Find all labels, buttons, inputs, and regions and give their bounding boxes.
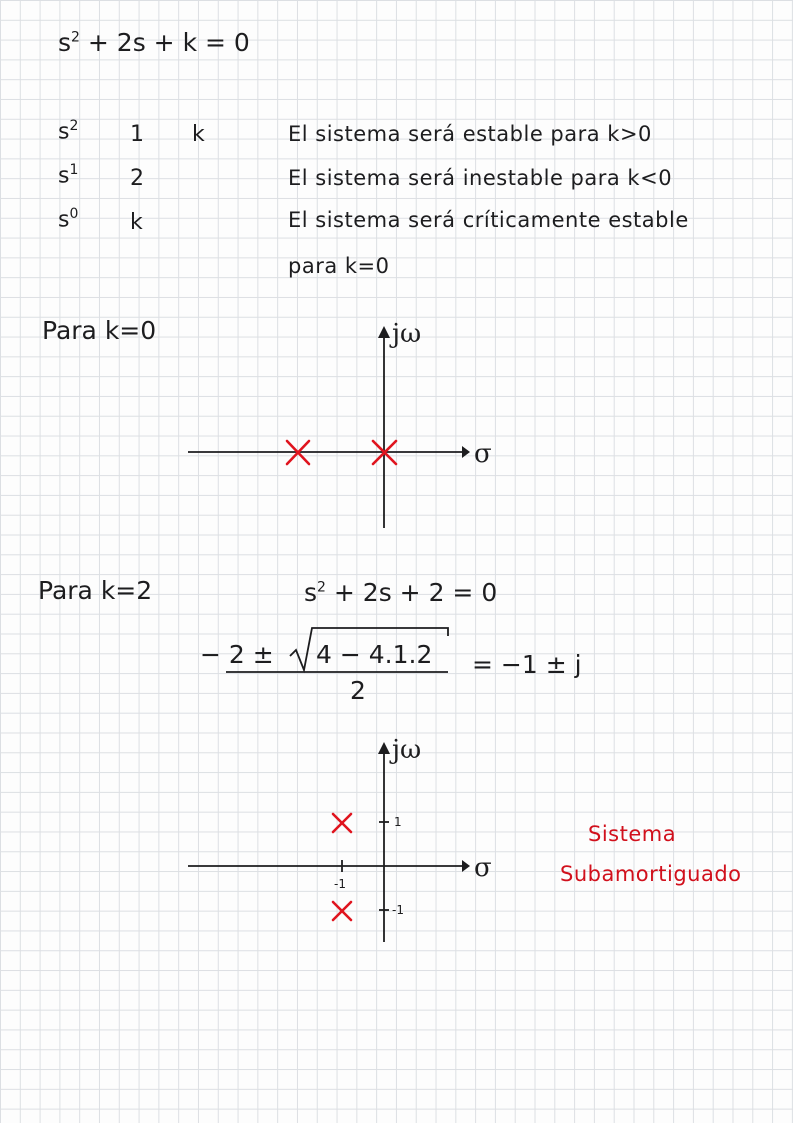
sigma-label: σ bbox=[474, 853, 492, 883]
system-type-note: Subamortiguado bbox=[560, 862, 742, 886]
formula-prefix: − 2 ± bbox=[200, 640, 274, 669]
real-axis-arrow bbox=[462, 860, 470, 872]
system-type-note: Sistema bbox=[588, 822, 677, 846]
x-tick-label: -1 bbox=[334, 877, 346, 891]
routh-row-power: $s^0$ bbox=[58, 206, 79, 233]
formula-radicand: 4 − 4.1.2 bbox=[316, 640, 433, 669]
formula-result: = −1 ± j bbox=[472, 650, 582, 679]
sigma-label: σ bbox=[474, 439, 492, 469]
equation-exponent: 2 bbox=[71, 29, 80, 46]
conclusion-line: El sistema será críticamente estable bbox=[288, 208, 689, 232]
routh-cell: k bbox=[192, 122, 205, 147]
routh-cell: 2 bbox=[130, 166, 144, 191]
case2-heading: Para k=2 bbox=[38, 576, 153, 605]
equation-rest: + 2s + k = 0 bbox=[87, 28, 250, 57]
routh-row-power: $s^1$ bbox=[58, 162, 79, 189]
y-tick-label: 1 bbox=[394, 815, 402, 829]
conclusion-line: El sistema será inestable para k<0 bbox=[288, 166, 673, 190]
equation-s: s bbox=[58, 28, 72, 57]
conclusion-line: El sistema será estable para k>0 bbox=[288, 122, 652, 146]
case1-heading: Para k=0 bbox=[42, 316, 157, 345]
y-tick-label: -1 bbox=[392, 903, 404, 917]
routh-row-power: $s^2$ bbox=[58, 118, 79, 145]
pole-marker bbox=[333, 814, 351, 832]
routh-cell: k bbox=[130, 210, 143, 235]
formula-denominator: 2 bbox=[350, 676, 366, 705]
imag-axis-arrow bbox=[378, 742, 390, 754]
routh-cell: 1 bbox=[130, 122, 144, 147]
conclusion-line: para k=0 bbox=[288, 254, 390, 278]
case2-equation: $s^2 + 2s + 2 = 0$ bbox=[304, 578, 498, 607]
jw-label: jω bbox=[392, 735, 422, 765]
pole-marker bbox=[333, 902, 351, 920]
jw-label: jω bbox=[392, 319, 422, 349]
